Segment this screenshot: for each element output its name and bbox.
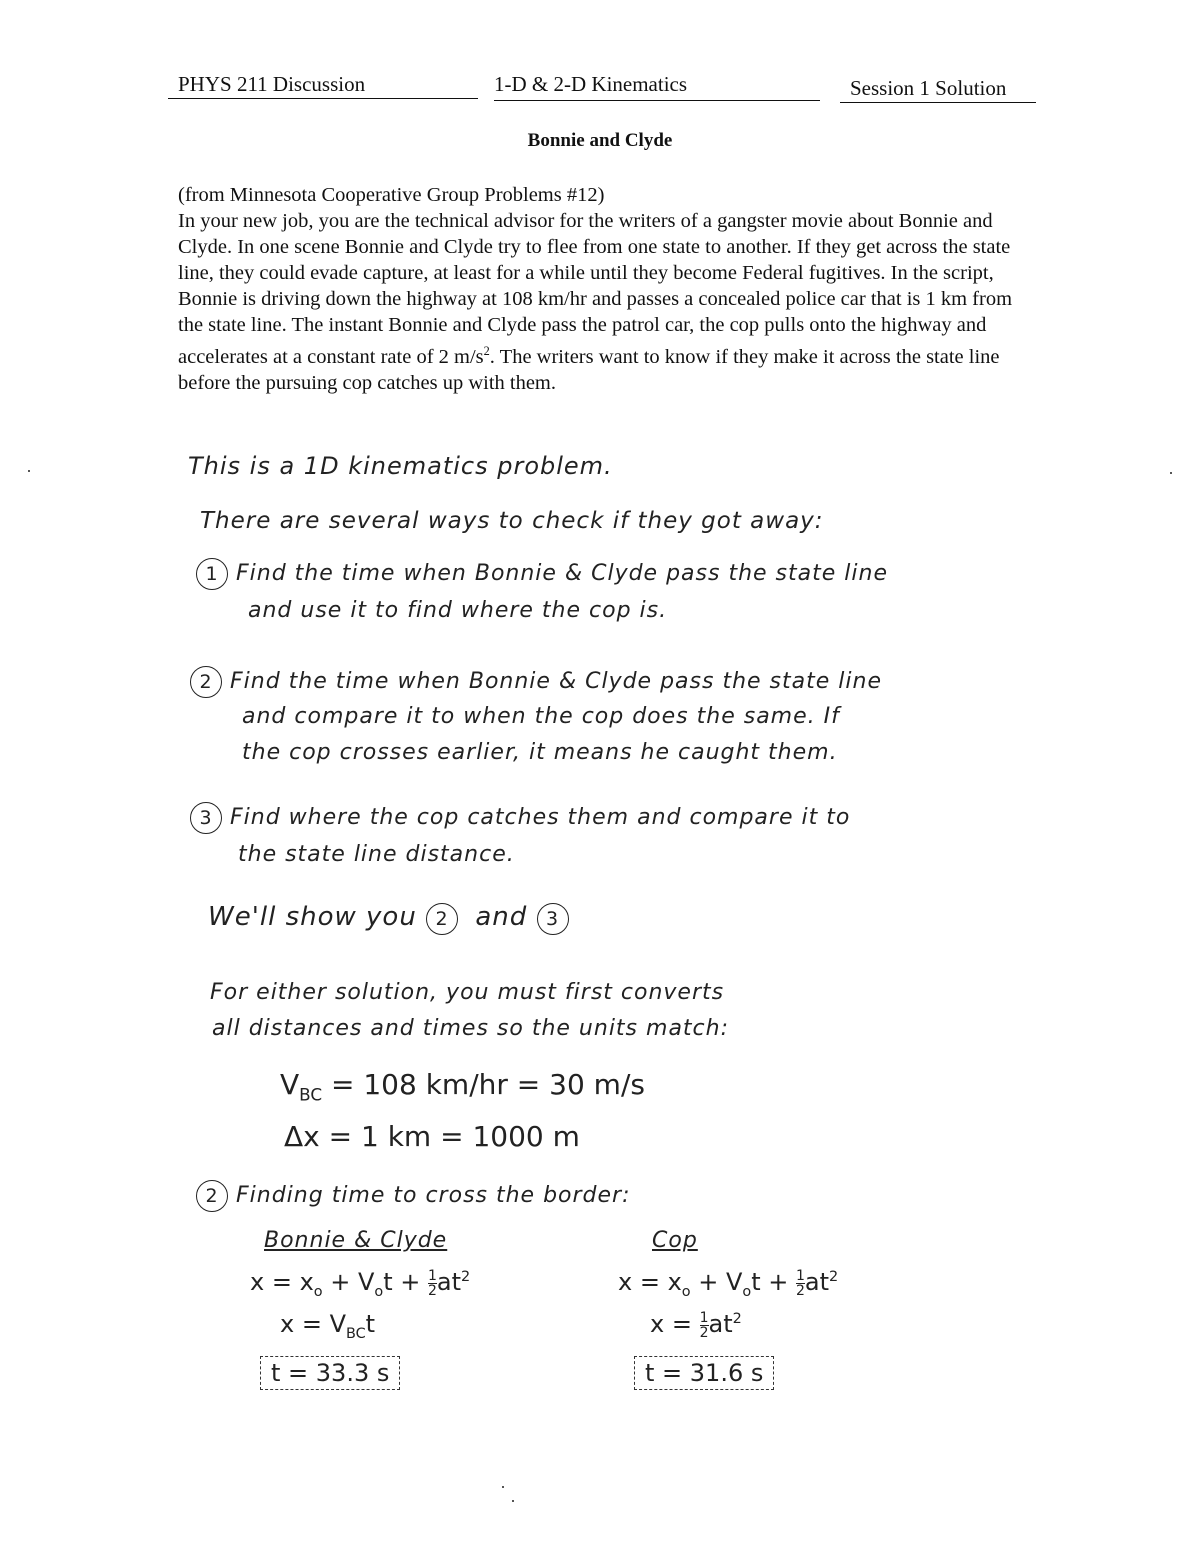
cop-heading: Cop: [652, 1228, 698, 1253]
show-number-2: 2: [426, 903, 458, 935]
bc-result: t = 33.3 s: [260, 1356, 400, 1390]
bc-equation-1: [250, 1268, 470, 1300]
cop-eq2-half: [700, 1311, 709, 1340]
distance-conversion: Δx = 1 km = 1000 m: [284, 1120, 580, 1153]
method-2-line-c: the cop crosses earlier, it means he caught them.: [242, 740, 838, 765]
header-session: Session 1 Solution: [850, 76, 1007, 100]
show-methods: [208, 902, 577, 935]
header-underline-topic: [494, 100, 820, 101]
scan-speck: [512, 1500, 514, 1502]
problem-text-sup: 2: [483, 344, 490, 358]
header-topic: 1-D & 2-D Kinematics: [494, 72, 688, 96]
problem-statement: [178, 182, 1038, 396]
cop-eq2-sup: 2: [732, 1311, 742, 1327]
bc-eq1-half-den: 2: [427, 1282, 437, 1299]
header-course: PHYS 211 Discussion: [178, 72, 366, 96]
method-2-line-b: and compare it to when the cop does the same. If: [242, 704, 840, 729]
cop-eq1-d: at: [804, 1268, 830, 1296]
bc-eq1-b: + V: [322, 1268, 375, 1296]
method-2-line-a: [190, 666, 882, 698]
section-2-text: Finding time to cross the border:: [236, 1183, 631, 1208]
method-1-text-a: Find the time when Bonnie & Clyde pass the state line: [236, 561, 888, 586]
method-3-line-a: [190, 802, 850, 834]
note-intro: This is a 1D kinematics problem.: [188, 452, 613, 480]
cop-equation-1: [618, 1268, 838, 1300]
method-3-number: 3: [190, 802, 222, 834]
scan-speck: [28, 470, 30, 472]
velocity-subscript: BC: [299, 1084, 323, 1105]
method-2-number: 2: [190, 666, 222, 698]
method-1-line-a: [196, 558, 888, 590]
cop-eq1-a: x = x: [618, 1268, 682, 1296]
document-title: Bonnie and Clyde: [527, 130, 673, 151]
section-2-number: 2: [196, 1180, 228, 1212]
method-1-number: 1: [196, 558, 228, 590]
bc-heading: Bonnie & Clyde: [264, 1228, 448, 1253]
conversion-line-a: For either solution, you must first converts: [210, 980, 725, 1005]
cop-eq1-half-num: 1: [795, 1267, 805, 1284]
scan-speck: [502, 1486, 504, 1488]
bc-eq1-c: t +: [383, 1268, 428, 1296]
scan-speck: [1170, 472, 1172, 474]
method-3-text-a: Find where the cop catches them and compare it to: [230, 805, 851, 830]
cop-eq1-b: + V: [690, 1268, 743, 1296]
cop-eq1-sub-x: o: [681, 1283, 691, 1300]
bc-eq1-sub-v: o: [374, 1283, 384, 1300]
bc-eq2-sub: BC: [346, 1325, 366, 1342]
cop-eq1-c: t +: [751, 1268, 796, 1296]
problem-source: (from Minnesota Cooperative Group Problems #12): [178, 184, 605, 206]
show-and: and: [475, 902, 528, 932]
bc-eq1-a: x = x: [250, 1268, 314, 1296]
header-underline-course: [168, 98, 478, 99]
method-1-line-b: and use it to find where the cop is.: [248, 598, 668, 623]
note-ways: There are several ways to check if they got away:: [200, 508, 824, 534]
problem-text-part1: In your new job, you are the technical advisor for the writers of a gangster movie about Bonnie and Clyde. In one scene Bonnie and Clyde try to flee from one state to another. If they get across the state line, they could evade capture, at least for a while until they become Federal fugitives. In the script, Bonnie is driving down the highway at 108 km/hr and passes a concealed police car that is 1 km from the state line. The instant Bonnie and Clyde pass the patrol car, the cop pulls onto the highway and accelerates at a constant rate of 2 m/s: [178, 210, 1013, 368]
show-number-3: 3: [537, 903, 569, 935]
velocity-value: = 108 km/hr = 30 m/s: [322, 1068, 645, 1101]
bc-eq1-half-num: 1: [427, 1267, 437, 1284]
show-text: We'll show you: [208, 902, 417, 932]
cop-eq1-half: [796, 1269, 805, 1298]
velocity-symbol: V: [280, 1068, 300, 1101]
bc-eq1-d: at: [436, 1268, 462, 1296]
cop-eq1-half-den: 2: [795, 1282, 805, 1299]
cop-equation-2: [650, 1310, 742, 1340]
bc-eq2-t: t: [365, 1310, 376, 1338]
section-2-heading: [196, 1180, 631, 1212]
cop-eq1-sub-v: o: [742, 1283, 752, 1300]
header-underline-session: [840, 102, 1036, 103]
bc-eq2-a: x = V: [280, 1310, 346, 1338]
problem-text: [178, 208, 1038, 396]
bc-equation-2: [280, 1310, 375, 1342]
bc-eq1-sub-x: o: [313, 1283, 323, 1300]
cop-eq1-sup: 2: [829, 1269, 839, 1285]
conversion-line-b: all distances and times so the units match:: [212, 1016, 729, 1041]
cop-eq2-b: at: [708, 1310, 733, 1338]
problem-text-part2: . The writers want to know if they make it across the state line before the pursuing cop catches up with them.: [178, 345, 1000, 394]
bc-eq1-half: [428, 1269, 437, 1298]
cop-eq2-half-den: 2: [699, 1324, 709, 1341]
method-3-line-b: the state line distance.: [238, 842, 515, 867]
cop-eq2-a: x =: [650, 1310, 700, 1338]
velocity-conversion: [280, 1068, 645, 1105]
cop-eq2-half-num: 1: [699, 1309, 709, 1326]
method-2-text-a: Find the time when Bonnie & Clyde pass the state line: [230, 669, 882, 694]
cop-result: t = 31.6 s: [634, 1356, 774, 1390]
bc-eq1-sup: 2: [461, 1269, 471, 1285]
